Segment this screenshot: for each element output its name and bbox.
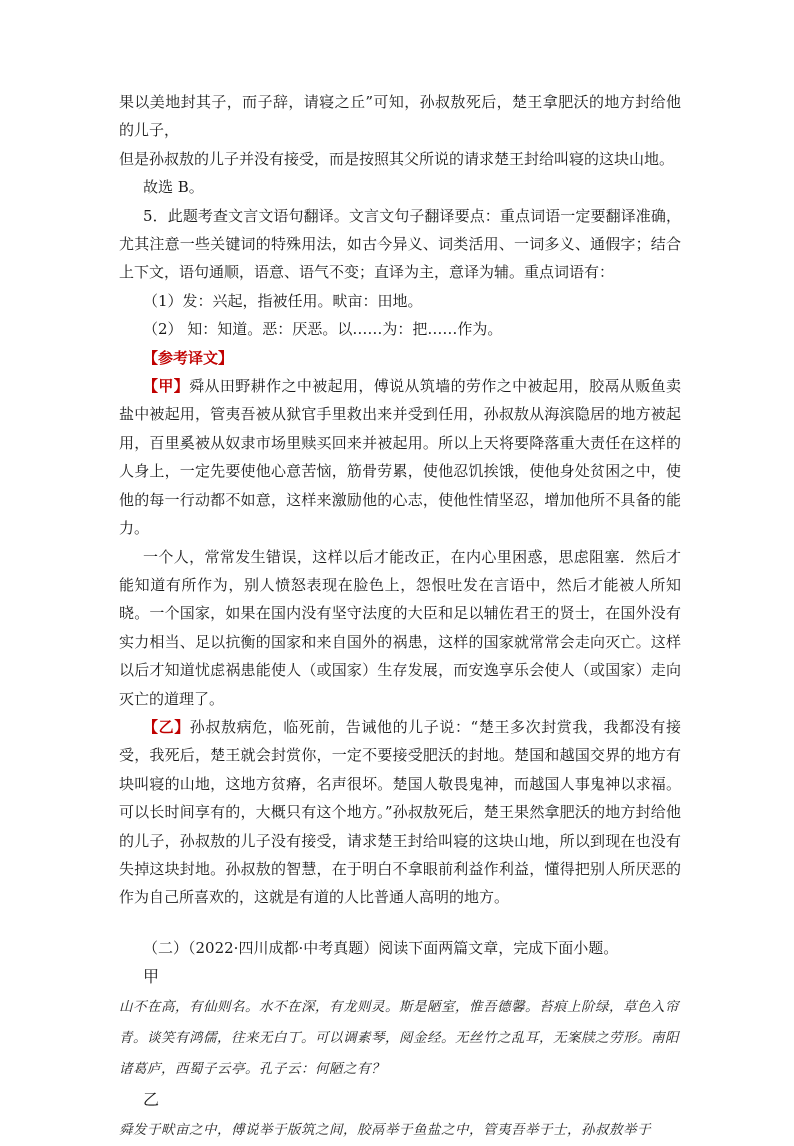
text-label-yi: 乙	[143, 1090, 160, 1110]
section-2-heading: （二）（2022·四川成都·中考真题）阅读下面两篇文章，完成下面小题。	[143, 938, 619, 957]
text-jia-body: 山不在高，有仙则名。水不在深，有龙则灵。斯是陋室，惟吾德馨。苔痕上阶绿，草色入帘青。谈笑有鸿儒，往来无白丁。可以调素琴，阅金经。无丝竹之乱耳，无案牍之劳形。南阳诸葛庐，西蜀子云亭。孔子云：何陋之有？	[119, 999, 679, 1078]
text-yi-body: 舜发于畎亩之中，傅说举于版筑之间，胶鬲举于鱼盐之中，管夷吾举于士，孙叔敖举于	[119, 1122, 651, 1139]
question-5-explanation: 5．此题考查文言文语句翻译。文言文句子翻译要点：重点词语一定要翻译准确，尤其注意一些关键词的特殊用法，如古今异义、词类活用、一词多义、通假字；结合上下文，语句通顺，语意、语气不变；直译为主，意译为辅。重点词语有：	[119, 206, 681, 282]
text-label-jia: 甲	[143, 967, 160, 987]
answer-line: 故选 B。	[143, 178, 204, 197]
para1-line1: 果以美地封其子，而子辞，请寝之丘”可知，孙叔敖死后，楚王拿肥沃的地方封给他的儿子，	[119, 93, 681, 140]
translation-jia	[119, 372, 681, 542]
document-page	[119, 88, 681, 1146]
yi-marker: 【乙】	[143, 717, 190, 736]
para1-line2: 但是孙叔敖的儿子并没有接受，而是按照其父所说的请求楚王封给叫寝的这块山地。	[119, 149, 675, 168]
translation-jia-text: 舜从田野耕作之中被起用，傅说从筑墙的劳作之中被起用，胶鬲从贩鱼卖盐中被起用，管夷吾被从狱官手里救出来并受到任用，孙叔敖从海滨隐居的地方被起用，百里奚被从奴隶市场里赎买回来并被起用。所以上天将要降落重大责任在这样的人身上，一定先要使他心意苦恼，筋骨劳累，使他忍饥挨饿，使他身处贫困之中，使他的每一行动都不如意，这样来激励他的心志，使他性情坚忍，增加他所不具备的能力。	[119, 377, 681, 538]
jia-marker: 【甲】	[143, 377, 190, 396]
vocab-item-1: （1）发：兴起，指被任用。畎亩：田地。	[143, 291, 423, 310]
translation-yi-text: 孙叔敖病危，临死前，告诫他的儿子说：“楚王多次封赏我，我都没有接受，我死后，楚王就会封赏你，一定不要接受肥沃的封地。楚国和越国交界的地方有块叫寝的山地，这地方贫瘠，名声很坏。楚国人敬畏鬼神，而越国人事鬼神以求福。可以长时间享有的，大概只有这个地方。”孙叔敖死后，楚王果然拿肥沃的地方封给他的儿子，孙叔敖的儿子没有接受，请求楚王封给叫寝的这块山地，所以到现在也没有失掉这块封地。孙叔敖的智慧，在于明白不拿眼前利益作利益，懂得把别人所厌恶的作为自己所喜欢的，这就是有道的人比普通人高明的地方。	[119, 717, 681, 907]
reference-translation-heading: 【参考译文】	[143, 348, 234, 367]
vocab-item-2: （2） 知：知道。恶：厌恶。以……为：把……作为。	[143, 320, 503, 339]
translation-jia-continued: 一个人，常常发生错误，这样以后才能改正，在内心里困惑，思虑阻塞．然后才能知道有所作为，别人愤怒表现在脸色上，怨恨吐发在言语中，然后才能被人所知晓。一个国家，如果在国内没有坚守法度的大臣和足以辅佐君王的贤士，在国外没有实力相当、足以抗衡的国家和来自国外的祸患，这样的国家就常常会走向灭亡。这样以后才知道忧虑祸患能使人（或国家）生存发展，而安逸享乐会使人（或国家）走向灭亡的道理了。	[119, 547, 681, 708]
translation-yi	[119, 713, 681, 912]
